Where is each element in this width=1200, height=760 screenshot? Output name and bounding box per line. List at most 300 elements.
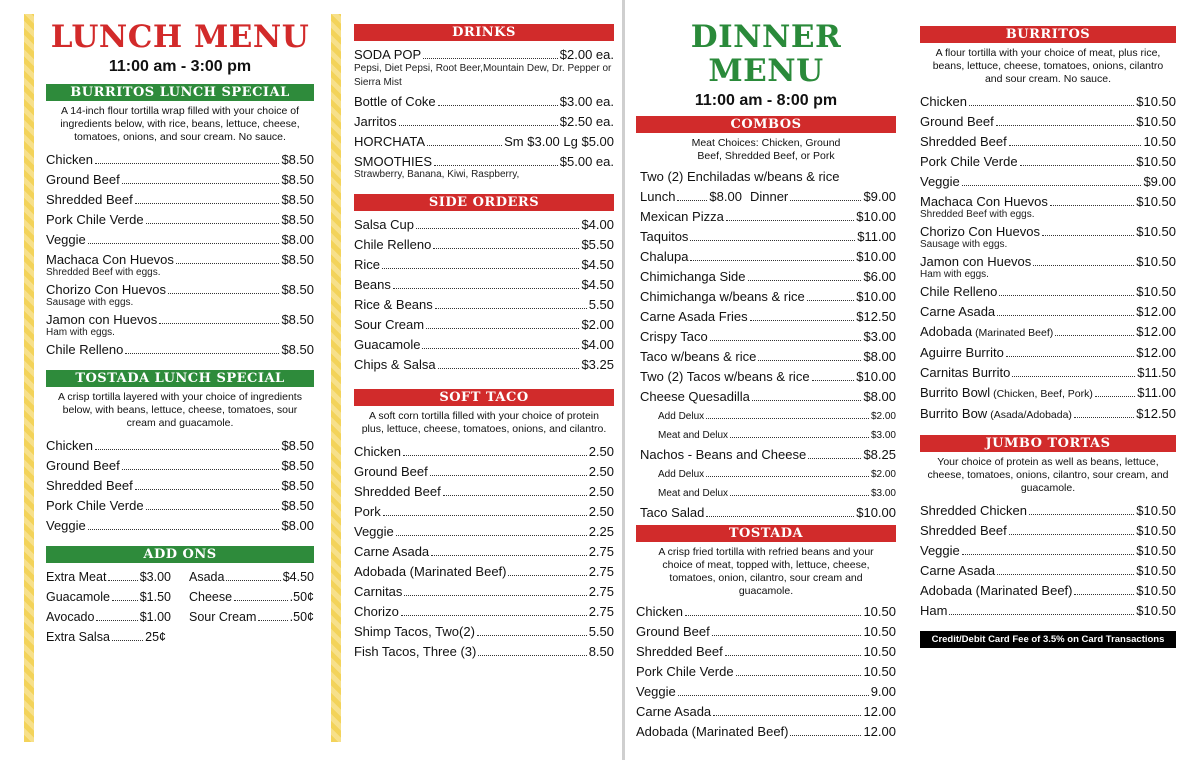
dot-leader: [1009, 145, 1142, 146]
menu-item: [354, 112, 614, 132]
item-name: Jamon con Huevos: [46, 312, 158, 327]
dot-leader: [88, 243, 280, 244]
item-price: $12.00: [1136, 324, 1176, 339]
item-price: 2.50: [588, 464, 614, 479]
menu-item: [640, 267, 896, 287]
item-name: Rice: [354, 257, 381, 272]
addon-row: [46, 607, 314, 627]
menu-item: [920, 404, 1176, 425]
dot-leader: [226, 580, 280, 581]
dot-leader: [748, 280, 862, 281]
menu-item: [640, 307, 896, 327]
menu-item: [354, 92, 614, 112]
burritos-lunch-heading: BURRITOS LUNCH SPECIAL: [46, 84, 314, 101]
item-name: SMOOTHIES: [354, 154, 433, 169]
dot-leader: [1033, 265, 1134, 266]
dot-leader: [807, 300, 854, 301]
item-price: 2.50: [588, 444, 614, 459]
combos-list: [636, 207, 896, 407]
softtaco-list: [354, 442, 614, 662]
nachos-item: [636, 445, 896, 465]
item-name: Chile Relleno: [920, 284, 998, 299]
dinner-column: [636, 0, 896, 742]
menu-item: [46, 496, 314, 516]
dot-leader: [135, 489, 280, 490]
item-price: $12.00: [1136, 345, 1176, 360]
dot-leader: [690, 240, 855, 241]
item-price: 25¢: [145, 630, 166, 644]
middle-column: [354, 0, 614, 662]
item-price: 12.00: [863, 724, 896, 739]
burritos-lunch-desc: A 14-inch flour tortilla wrap filled with your choice of ingredients below, with rice, beans, lettuce, cheese, tomatoes, onions, and sour cream. No sauce.: [60, 105, 300, 143]
dot-leader: [401, 615, 587, 616]
item-name: Carne Asada Fries: [640, 309, 748, 324]
item-price: $10.50: [1136, 523, 1176, 538]
page-fold: [622, 0, 625, 760]
dot-leader: [730, 495, 869, 496]
item-name: Meat and Delux: [658, 488, 729, 499]
dot-leader: [422, 348, 579, 349]
item-price: 2.75: [588, 544, 614, 559]
dot-leader: [427, 145, 502, 146]
item-note: Ham with eggs.: [46, 327, 115, 338]
item-name: Machaca Con Huevos: [920, 194, 1048, 209]
dot-leader: [399, 125, 558, 126]
tortas-heading: JUMBO TORTAS: [920, 435, 1176, 452]
dot-leader: [125, 353, 279, 354]
item-name: Two (2) Enchiladas w/beans & rice: [640, 169, 840, 184]
addons-heading: ADD ONS: [46, 546, 314, 563]
lunch-label: Lunch: [640, 189, 676, 204]
menu-item: [354, 335, 614, 355]
item-price: Sm $3.00 Lg $5.00: [504, 134, 614, 149]
menu-item: [354, 562, 614, 582]
dot-leader: [431, 555, 587, 556]
item-price: 2.75: [588, 584, 614, 599]
item-price: $8.50: [281, 152, 314, 167]
drinks-list: [354, 92, 614, 172]
menu-item: [354, 462, 614, 482]
item-name: Shredded Beef: [46, 192, 133, 207]
menu-item: [920, 322, 1176, 343]
menu-item: [636, 662, 896, 682]
item-price: $8.50: [281, 478, 314, 493]
item-price: .50¢: [289, 590, 314, 604]
item-price: $8.00: [281, 518, 314, 533]
item-price: $8.50: [281, 282, 314, 297]
sides-heading: SIDE ORDERS: [354, 194, 614, 211]
item-name: Sour Cream: [189, 610, 257, 624]
item-name: Carne Asada: [354, 544, 430, 559]
item-name: Jarritos: [354, 114, 397, 129]
menu-item: [46, 516, 314, 536]
item-name: Cheese Quesadilla: [640, 389, 750, 404]
item-price: $2.00: [870, 411, 896, 422]
dot-leader: [1074, 417, 1134, 418]
item-price: $11.00: [1137, 385, 1176, 400]
dot-leader: [726, 220, 854, 221]
item-price: $6.00: [863, 269, 896, 284]
item-price: 5.50: [588, 297, 614, 312]
item-price: $10.00: [856, 369, 896, 384]
decorative-border-right: [331, 14, 341, 742]
item-price: $10.50: [1136, 503, 1176, 518]
decorative-border-left: [24, 14, 34, 742]
dot-leader: [393, 288, 580, 289]
dot-leader: [88, 529, 280, 530]
menu-item: [46, 607, 171, 627]
item-name: Shredded Beef: [920, 523, 1007, 538]
tortas-desc: Your choice of protein as well as beans, lettuce, cheese, tomatoes, onions, cilantro, sour cream, and guacamole.: [927, 456, 1169, 494]
item-name: Carne Asada: [920, 304, 996, 319]
dot-leader: [812, 380, 855, 381]
item-price: $3.00: [139, 570, 171, 584]
item-price: $10.50: [1136, 94, 1176, 109]
menu-item: [920, 521, 1176, 541]
dot-leader: [234, 600, 288, 601]
item-price: $8.50: [281, 212, 314, 227]
item-note: Sausage with eggs.: [920, 239, 1008, 250]
dot-leader: [122, 183, 280, 184]
item-price: $4.50: [581, 277, 614, 292]
item-price: 8.50: [588, 644, 614, 659]
item-price: 10.50: [863, 604, 896, 619]
menu-item: [354, 315, 614, 335]
dot-leader: [1050, 205, 1134, 206]
item-name: Adobada (Marinated Beef): [920, 583, 1073, 598]
item-name: Add Delux: [658, 411, 705, 422]
menu-item: [354, 442, 614, 462]
item-name: Veggie: [354, 524, 394, 539]
menu-item: [636, 682, 896, 702]
menu-item: [189, 567, 314, 587]
dot-leader: [997, 315, 1134, 316]
item-price: 10.50: [863, 644, 896, 659]
item-price: $10.50: [1136, 224, 1176, 239]
softtaco-desc: A soft corn tortilla filled with your choice of protein plus, lettuce, cheese, tomatoes, onions, and cilantro.: [361, 410, 607, 435]
item-name: Veggie: [636, 684, 676, 699]
dot-leader: [122, 469, 280, 470]
item-name: Shredded Beef: [46, 478, 133, 493]
item-price: $10.50: [1136, 154, 1176, 169]
menu-item: [354, 132, 614, 152]
dot-leader: [725, 655, 862, 656]
menu-item: [636, 426, 896, 445]
menu-item: [354, 482, 614, 502]
item-price: 10.50: [863, 624, 896, 639]
menu-item: [920, 383, 1176, 404]
dot-leader: [435, 308, 587, 309]
item-price: $8.50: [281, 342, 314, 357]
item-name: Taquitos: [640, 229, 689, 244]
item-name: Pork: [354, 504, 381, 519]
menu-item: [354, 522, 614, 542]
dot-leader: [404, 595, 586, 596]
item-price: $10.50: [1136, 194, 1176, 209]
dot-leader: [1074, 594, 1134, 595]
item-suffix: (Marinated Beef): [975, 327, 1054, 339]
dot-leader: [713, 715, 861, 716]
dot-leader: [752, 400, 862, 401]
quesadilla-extras: [636, 407, 896, 445]
dot-leader: [750, 320, 855, 321]
item-price: $3.00: [863, 329, 896, 344]
item-name: Chicken: [46, 438, 93, 453]
lunch-title: LUNCH MENU: [50, 19, 310, 55]
dot-leader: [416, 228, 579, 229]
dot-leader: [1012, 376, 1135, 377]
dot-leader: [1095, 396, 1135, 397]
item-name: Veggie: [46, 232, 86, 247]
dot-leader: [1020, 165, 1135, 166]
menu-item: [920, 363, 1176, 383]
addon-row: [46, 567, 314, 587]
item-name: Chile Relleno: [354, 237, 432, 252]
item-price: $10.00: [856, 209, 896, 224]
item-price: $2.00 ea.: [559, 47, 614, 62]
dot-leader: [135, 203, 280, 204]
item-name: Two (2) Tacos w/beans & rice: [640, 369, 810, 384]
item-note: Shredded Beef with eggs.: [46, 267, 161, 278]
menu-item: [46, 340, 314, 360]
tostada-lunch-desc: A crisp tortilla layered with your choice of ingredients below, with beans, lettuce, cheese, tomatoes, sour cream and guacamole.: [58, 391, 302, 429]
dot-leader: [508, 575, 586, 576]
taco-salad-item: [636, 503, 896, 523]
item-name: Pork Chile Verde: [920, 154, 1018, 169]
menu-item: [46, 587, 171, 607]
dot-leader: [706, 516, 854, 517]
item-name: Veggie: [46, 518, 86, 533]
tostada-dinner-heading: TOSTADA: [636, 525, 896, 542]
menu-item: [920, 132, 1176, 152]
combos-heading: COMBOS: [636, 116, 896, 133]
nachos-extras: [636, 465, 896, 503]
dot-leader: [168, 293, 280, 294]
item-name: Salsa Cup: [354, 217, 414, 232]
combos-desc: Meat Choices: Chicken, Ground Beef, Shredded Beef, or Pork: [691, 137, 841, 162]
menu-item: [354, 355, 614, 375]
item-name: Beans: [354, 277, 391, 292]
dot-leader: [969, 105, 1134, 106]
dot-leader: [997, 574, 1134, 575]
menu-item: [636, 702, 896, 722]
dinner-price: $9.00: [863, 189, 896, 204]
dot-leader: [477, 635, 587, 636]
menu-item: [920, 172, 1176, 192]
item-name: Chips & Salsa: [354, 357, 436, 372]
item-price: $8.50: [281, 498, 314, 513]
item-name: Shredded Beef: [920, 134, 1007, 149]
dot-leader: [108, 580, 137, 581]
item-name: SODA POP: [354, 47, 422, 62]
item-name: Crispy Taco: [640, 329, 708, 344]
item-name: Fish Tacos, Three (3): [354, 644, 477, 659]
menu-item: [636, 622, 896, 642]
item-price: $4.00: [581, 217, 614, 232]
item-price: $1.50: [139, 590, 171, 604]
item-price: $10.50: [1136, 583, 1176, 598]
item-name: Jamon con Huevos: [920, 254, 1032, 269]
item-name: Veggie: [920, 174, 960, 189]
item-name: Adobada (Marinated Beef): [354, 564, 507, 579]
item-name: Chorizo: [354, 604, 399, 619]
menu-item: [636, 484, 896, 503]
dot-leader: [706, 476, 869, 477]
menu-item: [920, 541, 1176, 561]
item-price: $3.25: [581, 357, 614, 372]
item-price: $8.00: [281, 232, 314, 247]
item-name: Ground Beef: [636, 624, 710, 639]
card-fee-notice: Credit/Debit Card Fee of 3.5% on Card Transactions: [920, 631, 1176, 648]
item-name: Bottle of Coke: [354, 94, 436, 109]
item-suffix: (Chicken, Beef, Pork): [993, 388, 1093, 400]
dot-leader: [949, 614, 1134, 615]
menu-item: [920, 343, 1176, 363]
item-price: 2.50: [588, 484, 614, 499]
menu-item: [636, 642, 896, 662]
addon-row: [46, 627, 314, 647]
dot-leader: [159, 323, 279, 324]
dot-leader: [999, 295, 1134, 296]
lunch-hours: 11:00 am - 3:00 pm: [108, 58, 252, 75]
dot-leader: [423, 58, 558, 59]
tostada-dinner-desc: A crisp fried tortilla with refried beans and your choice of meat, topped with, lettuce, cheese, tomatoes, onion, cilantro, sour cream and guacamole.: [658, 546, 874, 597]
menu-item: [640, 207, 896, 227]
burritos-lunch-list: [46, 150, 314, 360]
sides-list: [354, 215, 614, 375]
tortas-list: [920, 501, 1176, 621]
item-price: $5.00 ea.: [559, 154, 614, 169]
menu-item: [354, 295, 614, 315]
menu-item: [46, 230, 314, 250]
item-note: Shredded Beef with eggs.: [920, 209, 1035, 220]
item-name: Adobada (Marinated Beef): [636, 724, 789, 739]
item-price: $8.50: [281, 458, 314, 473]
item-price: $12.50: [856, 309, 896, 324]
item-name: Carne Asada: [920, 563, 996, 578]
dot-leader: [706, 418, 869, 419]
item-name: Meat and Delux: [658, 430, 729, 441]
menu-item: [920, 561, 1176, 581]
item-name: Asada: [189, 570, 225, 584]
item-name: Nachos - Beans and Cheese: [640, 447, 807, 462]
menu-item: [354, 602, 614, 622]
item-price: $3.00 ea.: [559, 94, 614, 109]
item-price: 10.50: [863, 664, 896, 679]
tostada-lunch-heading: TOSTADA LUNCH SPECIAL: [46, 370, 314, 387]
item-price: $4.00: [581, 337, 614, 352]
item-name: Taco w/beans & rice: [640, 349, 757, 364]
menu-item: [189, 587, 314, 607]
dot-leader: [258, 620, 287, 621]
item-price: $12.50: [1136, 406, 1176, 421]
dot-leader: [396, 535, 587, 536]
menu-item: [46, 190, 314, 210]
item-price: $2.50 ea.: [559, 114, 614, 129]
item-name: Ground Beef: [46, 458, 120, 473]
lunch-price: $8.00: [709, 189, 742, 204]
dot-leader: [438, 105, 558, 106]
right-column: [920, 0, 1176, 648]
item-price: $2.00: [870, 469, 896, 480]
menu-item: [636, 722, 896, 742]
dot-leader: [710, 340, 862, 341]
item-name: Guacamole: [354, 337, 421, 352]
item-price: $10.00: [856, 289, 896, 304]
dot-leader: [176, 263, 280, 264]
item-name: Shredded Beef: [636, 644, 723, 659]
item-name: Carnitas: [354, 584, 403, 599]
menu-item: [354, 255, 614, 275]
menu-item: [354, 582, 614, 602]
dot-leader: [1006, 356, 1134, 357]
burritos-heading: BURRITOS: [920, 26, 1176, 43]
item-price: $8.50: [281, 252, 314, 267]
item-name: Cheese: [189, 590, 233, 604]
item-price: 2.75: [588, 604, 614, 619]
item-price: $8.00: [863, 349, 896, 364]
menu-item: [920, 282, 1176, 302]
addons-list: [46, 567, 314, 647]
item-price: $10.00: [856, 249, 896, 264]
item-name: Burrito Bowl: [920, 385, 991, 400]
item-note: Ham with eggs.: [920, 269, 989, 280]
menu-item: [636, 465, 896, 484]
item-name: Avocado: [46, 610, 95, 624]
item-name: Machaca Con Huevos: [46, 252, 174, 267]
item-note: Sausage with eggs.: [46, 297, 134, 308]
item-name: Add Delux: [658, 469, 705, 480]
item-name: Ground Beef: [920, 114, 994, 129]
item-name: Ham: [920, 603, 948, 618]
dot-leader: [790, 200, 861, 201]
item-price: 2.75: [588, 564, 614, 579]
dot-leader: [685, 615, 861, 616]
smoothie-note: Strawberry, Banana, Kiwi, Raspberry,: [354, 169, 520, 180]
menu-item: [640, 227, 896, 247]
item-name: Guacamole: [46, 590, 110, 604]
dinner-hours: 11:00 am - 8:00 pm: [694, 92, 838, 109]
item-name: Chalupa: [640, 249, 689, 264]
item-price: $10.50: [1136, 284, 1176, 299]
dot-leader: [433, 248, 579, 249]
item-name: Chimichanga w/beans & rice: [640, 289, 805, 304]
menu-item: [640, 347, 896, 367]
dot-leader: [677, 200, 707, 201]
menu-item: [189, 607, 314, 627]
item-name: Carne Asada: [636, 704, 712, 719]
menu-item: [46, 150, 314, 170]
menu-item: [46, 210, 314, 230]
item-price: 5.50: [588, 624, 614, 639]
menu-item: [640, 387, 896, 407]
item-name: Chicken: [354, 444, 401, 459]
dot-leader: [146, 509, 280, 510]
dot-leader: [808, 458, 861, 459]
menu-item: [920, 601, 1176, 621]
dinner-label: Dinner: [749, 189, 789, 204]
menu-item: [640, 327, 896, 347]
item-name: Chicken: [920, 94, 967, 109]
menu-item: [354, 502, 614, 522]
item-price: 12.00: [863, 704, 896, 719]
item-name: Chile Relleno: [46, 342, 124, 357]
menu-item: [920, 112, 1176, 132]
item-name: Mexican Pizza: [640, 209, 724, 224]
dot-leader: [712, 635, 862, 636]
item-name: Shredded Beef: [354, 484, 441, 499]
menu-item: [46, 436, 314, 456]
